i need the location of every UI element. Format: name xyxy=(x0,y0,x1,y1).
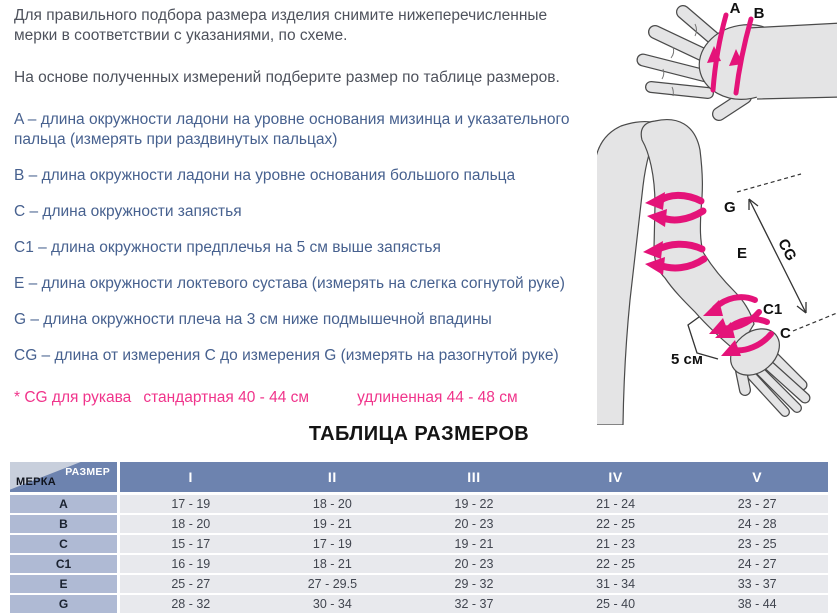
dashed-line-g xyxy=(737,174,801,192)
hand-illustration xyxy=(643,0,837,114)
measurement-item-b: B – длина окружности ладони на уровне основания большого пальца xyxy=(14,167,516,184)
measurement-item-e: E – длина окружности локтевого сустава (измерять на слегка согнутой руке) xyxy=(14,275,565,292)
size-cell: 25 - 40 xyxy=(596,597,636,611)
corner-label-size: РАЗМЕР xyxy=(65,466,110,478)
table-row xyxy=(10,595,828,613)
size-cell: 23 - 25 xyxy=(737,537,777,551)
table-row xyxy=(10,555,828,573)
intro-paragraph-1: Для правильного подбора размера изделия снимите нижеперечисленные мерки в соответствии с указаниями, по схеме. xyxy=(14,7,548,44)
row-label: B xyxy=(10,515,117,533)
sleeve-length-note xyxy=(14,389,614,407)
measurement-item-g: G – длина окружности плеча на 3 см ниже подмышечной впадины xyxy=(14,311,492,328)
size-cell: 22 - 25 xyxy=(596,557,636,571)
size-cell: 18 - 20 xyxy=(312,497,352,511)
row-label: G xyxy=(10,595,117,613)
column-header-4: IV xyxy=(608,469,623,485)
intro-paragraph-2: На основе полученных измерений подберите размер по таблице размеров. xyxy=(14,69,560,86)
hand-label-b: B xyxy=(753,5,765,22)
size-cell: 21 - 23 xyxy=(596,537,636,551)
size-cell: 20 - 23 xyxy=(454,517,494,531)
column-header-2: II xyxy=(327,469,337,485)
note-extended: удлиненная 44 - 48 см xyxy=(357,389,518,406)
corner-label-measure: МЕРКА xyxy=(16,476,56,488)
column-header-3: III xyxy=(467,469,481,485)
size-cell: 29 - 32 xyxy=(454,577,494,591)
size-cell: 27 - 29.5 xyxy=(307,577,358,591)
size-cell: 16 - 19 xyxy=(171,557,211,571)
row-label: C xyxy=(10,535,117,553)
arm-label-e: E xyxy=(737,245,748,262)
arm-label-g: G xyxy=(724,199,736,216)
hand-label-a: A xyxy=(729,0,741,17)
dashed-line-c xyxy=(793,313,837,331)
measurement-item-c1: C1 – длина окружности предплечья на 5 см выше запястья xyxy=(14,239,441,256)
row-label: A xyxy=(10,495,117,513)
size-cell: 30 - 34 xyxy=(312,597,352,611)
measurement-item-a: A – длина окружности ладони на уровне основания мизинца и указательного пальца (измерять при раздвинутых пальцах) xyxy=(14,111,570,148)
note-standard: стандартная 40 - 44 см xyxy=(143,389,310,406)
size-cell: 31 - 34 xyxy=(596,577,636,591)
measurement-item-c: C – длина окружности запястья xyxy=(14,203,242,220)
row-label: C1 xyxy=(10,555,117,573)
size-cell: 19 - 21 xyxy=(312,517,352,531)
arm-label-c1: C1 xyxy=(763,301,783,318)
table-row xyxy=(10,535,828,553)
row-label: E xyxy=(10,575,117,593)
table-row xyxy=(10,575,828,593)
arm-illustration xyxy=(597,120,837,425)
size-cell: 19 - 22 xyxy=(454,497,494,511)
size-cell: 28 - 32 xyxy=(171,597,211,611)
size-cell: 18 - 20 xyxy=(171,517,211,531)
table-row xyxy=(10,495,828,513)
size-cell: 22 - 25 xyxy=(596,517,636,531)
note-prefix: * CG для рукава xyxy=(14,389,132,406)
size-cell: 24 - 28 xyxy=(737,517,777,531)
size-cell: 20 - 23 xyxy=(454,557,494,571)
size-table xyxy=(10,462,828,615)
table-corner-cell xyxy=(10,462,117,492)
size-table-header xyxy=(10,462,828,492)
size-cell: 32 - 37 xyxy=(454,597,494,611)
size-cell: 19 - 21 xyxy=(454,537,494,551)
size-cell: 18 - 21 xyxy=(312,557,352,571)
size-cell: 17 - 19 xyxy=(312,537,352,551)
size-cell: 25 - 27 xyxy=(171,577,211,591)
size-cell: 21 - 24 xyxy=(596,497,636,511)
size-cell: 38 - 44 xyxy=(737,597,777,611)
arm-label-c: C xyxy=(780,325,791,342)
size-cell: 15 - 17 xyxy=(171,537,211,551)
size-cell: 23 - 27 xyxy=(737,497,777,511)
column-header-5: V xyxy=(752,469,763,485)
measurement-diagram xyxy=(597,0,837,425)
table-row xyxy=(10,515,828,533)
size-cell: 17 - 19 xyxy=(171,497,211,511)
arm-label-cg: CG xyxy=(774,235,800,264)
size-cell: 33 - 37 xyxy=(737,577,777,591)
column-header-1: I xyxy=(188,469,194,485)
size-table-title: ТАБЛИЦА РАЗМЕРОВ xyxy=(308,423,530,445)
arm-label-5cm: 5 см xyxy=(671,351,703,368)
size-cell: 24 - 27 xyxy=(737,557,777,571)
measurement-item-cg: CG – длина от измерения C до измерения G (измерять на разогнутой руке) xyxy=(14,347,559,364)
